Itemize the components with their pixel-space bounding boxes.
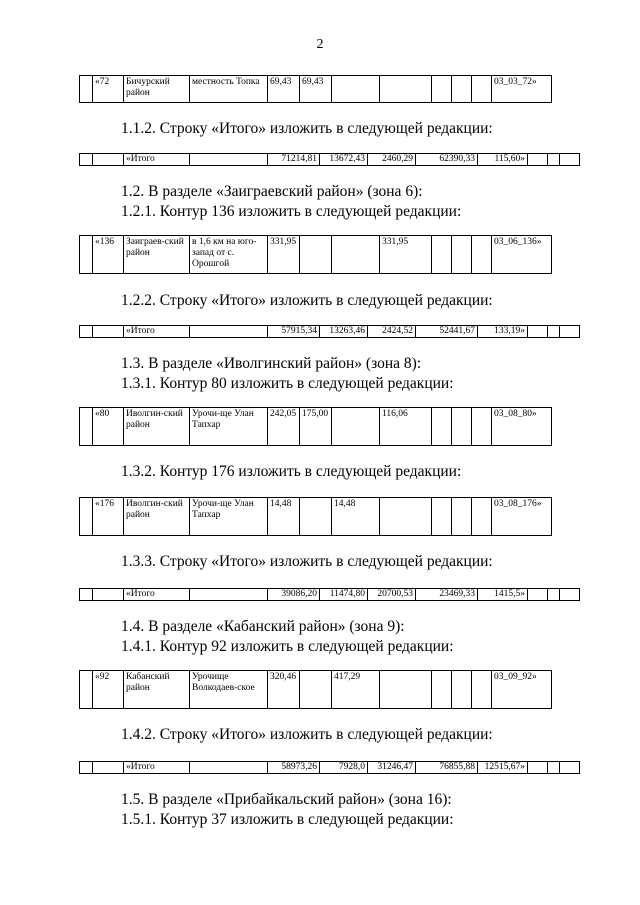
table-cell (560, 154, 580, 166)
table-cell: «Итого (124, 762, 190, 774)
table-cell (332, 236, 380, 274)
instruction-text: 1.1.2. Строку «Итого» изложить в следующей редакции: (121, 120, 493, 137)
table-cell (472, 76, 492, 103)
instruction-text: 1.4.1. Контур 92 изложить в следующей редакции: (121, 638, 454, 655)
table-cell: 69,43 (268, 76, 300, 103)
table-cell (190, 154, 268, 166)
contour-row-table (79, 670, 552, 709)
table-cell: «72 (93, 76, 124, 103)
table-cell (80, 589, 93, 601)
instruction-text: 1.2. В разделе «Заиграевский район» (зона 6): (121, 183, 423, 200)
table-cell (472, 236, 492, 274)
table-cell (528, 589, 548, 601)
table-cell: 20700,53 (368, 589, 416, 601)
table-cell (380, 498, 432, 536)
instruction-text: 1.3.1. Контур 80 изложить в следующей редакции: (121, 375, 454, 392)
table-cell: 7928,0 (320, 762, 368, 774)
table-cell: 331,95 (268, 236, 300, 274)
table-cell: Урочи-ще Улан Тапхар (190, 408, 268, 446)
table-cell (80, 498, 93, 536)
table-cell: «176 (93, 498, 124, 536)
table-cell (432, 671, 452, 709)
page-number: 2 (316, 37, 324, 52)
table-cell (380, 76, 432, 103)
table-cell (80, 408, 93, 446)
table-cell (93, 762, 124, 774)
table-cell: 76855,88 (416, 762, 478, 774)
instruction-text: 1.2.2. Строку «Итого» изложить в следующей редакции: (121, 292, 493, 309)
table-cell: в 1,6 км на юго-запад от с. Орошгой (190, 236, 268, 274)
table-cell (300, 236, 332, 274)
table-cell: Урочи-ще Улан Тапхар (190, 498, 268, 536)
table-cell: 13672,43 (320, 154, 368, 166)
table-cell: 331,95 (380, 236, 432, 274)
table-cell (190, 589, 268, 601)
total-row-table (79, 325, 580, 338)
instruction-text: 1.4. В разделе «Кабанский район» (зона 9): (121, 618, 405, 635)
table-cell (300, 498, 332, 536)
table-cell (560, 326, 580, 338)
table-cell (452, 498, 472, 536)
table-cell: 133,19» (478, 326, 528, 338)
table-cell (190, 326, 268, 338)
table-cell (472, 498, 492, 536)
table-cell (300, 671, 332, 709)
table-cell: 116,06 (380, 408, 432, 446)
table-cell (560, 589, 580, 601)
instruction-text: 1.3.3. Строку «Итого» изложить в следующей редакции: (121, 553, 493, 570)
table-cell (93, 326, 124, 338)
table-cell: 62390,33 (416, 154, 478, 166)
table-cell: 03_08_80» (492, 408, 552, 446)
contour-row-table (79, 235, 552, 274)
table-cell (332, 76, 380, 103)
table-cell (432, 76, 452, 103)
table-cell: 58973,26 (268, 762, 320, 774)
contour-row-table (79, 407, 552, 446)
total-row-table (79, 153, 580, 166)
table-cell (432, 498, 452, 536)
table-cell (380, 671, 432, 709)
table-cell: «136 (93, 236, 124, 274)
table-cell: 03_08_176» (492, 498, 552, 536)
table-cell: 175,00 (300, 408, 332, 446)
table-cell (80, 762, 93, 774)
table-cell: 14,48 (268, 498, 300, 536)
table-cell: Урочище Волкодаев-ское (190, 671, 268, 709)
table-cell (472, 671, 492, 709)
table-cell: «80 (93, 408, 124, 446)
instruction-text: 1.2.1. Контур 136 изложить в следующей редакции: (121, 203, 462, 220)
table-cell: 242,05 (268, 408, 300, 446)
table-cell (80, 154, 93, 166)
table-cell: 2460,29 (368, 154, 416, 166)
table-cell: «92 (93, 671, 124, 709)
table-cell: Иволгин-ский район (124, 408, 190, 446)
table-cell (80, 326, 93, 338)
instruction-text: 1.4.2. Строку «Итого» изложить в следующей редакции: (121, 726, 493, 743)
table-cell: 39086,20 (268, 589, 320, 601)
table-cell: 69,43 (300, 76, 332, 103)
table-cell: 1415,5» (478, 589, 528, 601)
table-cell: 52441,67 (416, 326, 478, 338)
table-cell (472, 408, 492, 446)
table-cell (93, 589, 124, 601)
contour-row-table (79, 75, 552, 103)
table-cell: Бичурский район (124, 76, 190, 103)
table-cell (93, 154, 124, 166)
table-cell: 11474,80 (320, 589, 368, 601)
table-cell (80, 76, 93, 103)
table-cell: 2424,52 (368, 326, 416, 338)
instruction-text: 1.5.1. Контур 37 изложить в следующей редакции: (121, 811, 454, 828)
table-cell: 31246,47 (368, 762, 416, 774)
table-cell (80, 671, 93, 709)
table-cell: 320,46 (268, 671, 300, 709)
table-cell: 417,29 (332, 671, 380, 709)
table-cell: 57915,34 (268, 326, 320, 338)
table-cell (190, 762, 268, 774)
table-cell: 115,60» (478, 154, 528, 166)
instruction-text: 1.3. В разделе «Иволгинский район» (зона 8): (121, 355, 422, 372)
table-cell (548, 154, 560, 166)
table-cell: 03_06_136» (492, 236, 552, 274)
contour-row-table (79, 497, 552, 536)
table-cell: 13263,46 (320, 326, 368, 338)
table-cell (80, 236, 93, 274)
table-cell (528, 154, 548, 166)
table-cell: Заиграев-ский район (124, 236, 190, 274)
table-cell: 03_09_92» (492, 671, 552, 709)
instruction-text: 1.5. В разделе «Прибайкальский район» (зона 16): (121, 791, 452, 808)
table-cell (452, 671, 472, 709)
table-cell (432, 236, 452, 274)
table-cell: 12515,67» (478, 762, 528, 774)
table-cell: «Итого (124, 589, 190, 601)
table-cell (432, 408, 452, 446)
total-row-table (79, 588, 580, 601)
table-cell (548, 326, 560, 338)
table-cell: 03_03_72» (492, 76, 552, 103)
table-cell: «Итого (124, 154, 190, 166)
table-cell (548, 762, 560, 774)
table-cell (528, 762, 548, 774)
table-cell (452, 408, 472, 446)
table-cell (528, 326, 548, 338)
table-cell (452, 236, 472, 274)
table-cell: 71214,81 (268, 154, 320, 166)
table-cell: «Итого (124, 326, 190, 338)
table-cell: местность Топка (190, 76, 268, 103)
instruction-text: 1.3.2. Контур 176 изложить в следующей редакции: (121, 463, 462, 480)
table-cell (332, 408, 380, 446)
table-cell (452, 76, 472, 103)
table-cell: 14,48 (332, 498, 380, 536)
table-cell: Иволгин-ский район (124, 498, 190, 536)
table-cell: Кабанский район (124, 671, 190, 709)
table-cell (560, 762, 580, 774)
table-cell: 23469,33 (416, 589, 478, 601)
total-row-table (79, 761, 580, 774)
table-cell (548, 589, 560, 601)
